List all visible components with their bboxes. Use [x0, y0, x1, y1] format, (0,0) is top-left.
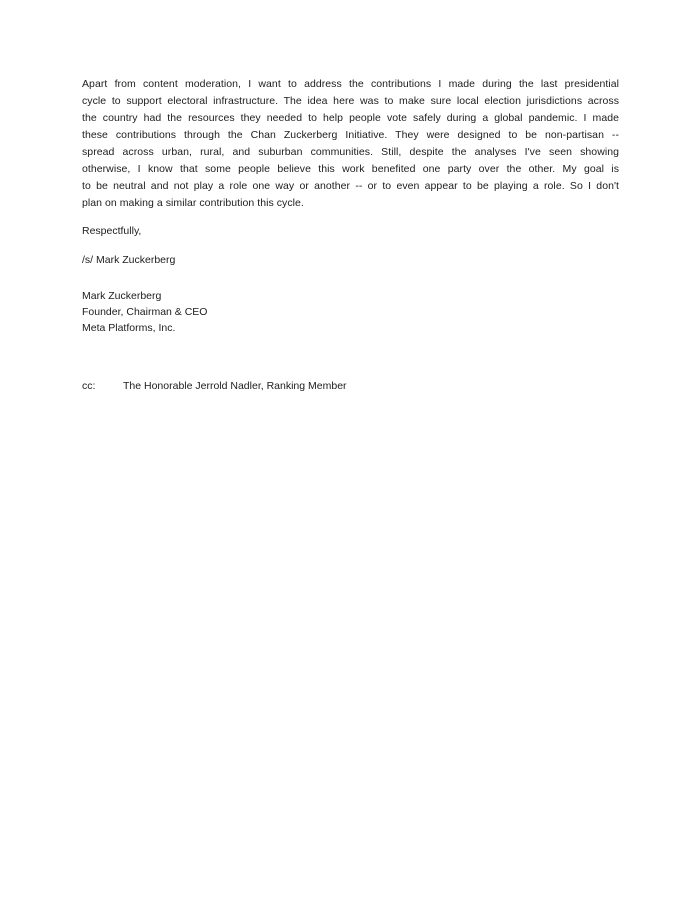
- letter-body-line: Apart from content moderation, I want to address the contributions I made during the last presidential: [82, 78, 619, 90]
- letter-body-line: otherwise, I know that some people believe this work benefited one party over the other. My goal is: [82, 163, 619, 175]
- typed-signature: /s/ Mark Zuckerberg: [82, 254, 176, 266]
- signer-name: Mark Zuckerberg: [82, 290, 162, 302]
- letter-closing: Respectfully,: [82, 225, 142, 237]
- letter-body-line: spread across urban, rural, and suburban communities. Still, despite the analyses I've seen showing: [82, 146, 619, 158]
- letter-body-line: plan on making a similar contribution this cycle.: [82, 197, 304, 209]
- cc-label: cc:: [82, 380, 96, 392]
- signer-company: Meta Platforms, Inc.: [82, 322, 176, 334]
- letter-content: [82, 76, 619, 395]
- letter-body-paragraph: [82, 76, 619, 212]
- signer-title: Founder, Chairman & CEO: [82, 306, 208, 318]
- letter-body-line: cycle to support electoral infrastructure. The idea here was to make sure local election jurisdictions across: [82, 95, 619, 107]
- letter-body-line: these contributions through the Chan Zuckerberg Initiative. They were designed to be non-partisan --: [82, 129, 619, 141]
- letter-body-line: the country had the resources they needed to help people vote safely during a global pandemic. I made: [82, 112, 619, 124]
- letter-body-line: to be neutral and not play a role one way or another -- or to even appear to be playing a role. So I don't: [82, 180, 619, 192]
- cc-line: [82, 378, 619, 395]
- cc-recipient: The Honorable Jerrold Nadler, Ranking Member: [123, 380, 347, 392]
- signature-block: [82, 288, 619, 336]
